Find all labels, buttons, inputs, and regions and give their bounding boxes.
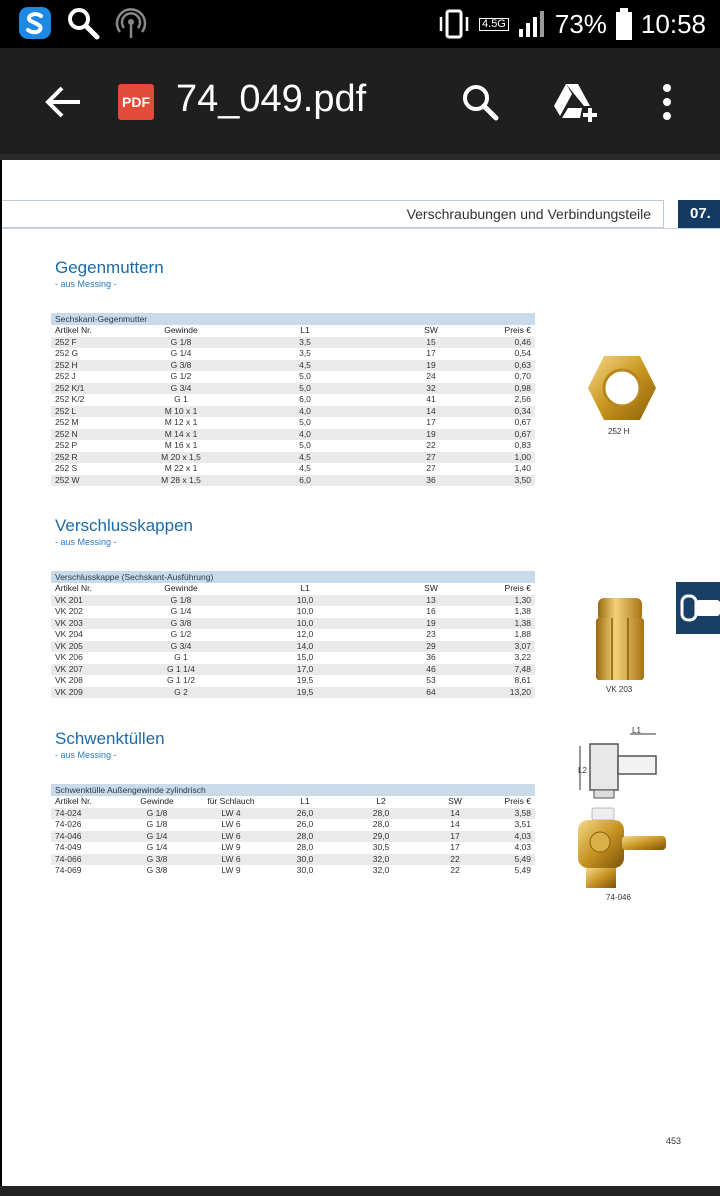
table-cell: 252 S [55,463,78,473]
table-cell: G 1/4 [170,606,192,616]
table-cell: SW [424,583,438,593]
table-cell: 74-026 [55,819,82,829]
table-cell: 46 [426,663,436,674]
table-row [51,606,535,618]
table-cell: 5,0 [299,382,311,393]
dimension-l1-label: L1 [632,726,641,735]
table-cell: Gewinde [140,796,174,806]
table-row [51,475,535,487]
table-row [51,842,535,854]
table-cell: 0,70 [514,371,531,381]
status-bar [0,0,720,48]
table-cell: 17 [426,417,436,427]
table-caption: Verschlusskappe (Sechskant-Ausführung) [51,571,535,583]
table-cell: G 3/8 [170,359,192,370]
table-cell: 2,56 [514,394,531,404]
table-cell: VK 201 [55,594,83,605]
table-cell: G 1/4 [170,348,192,358]
table-cell: 74-066 [55,853,82,864]
table-cell: 36 [426,652,436,662]
table-row [51,440,535,452]
table-cell: Artikel Nr. [55,583,92,593]
table-cell: 252 M [55,417,79,427]
table-cell: für Schlauch [207,796,255,806]
add-to-drive-icon[interactable] [552,82,598,122]
table-cell: 74-069 [55,865,82,875]
table-cell: 5,0 [299,440,311,450]
table-cell: G 1 1/4 [167,663,195,674]
table-cell: G 1/8 [146,807,168,818]
table-cell: 252 R [55,451,78,462]
table-cell: 12,0 [296,629,314,639]
table-cell: 10,0 [296,594,314,605]
table-cell: 252 L [55,405,77,416]
table-cell: 17 [450,830,460,841]
section-subtitle: - aus Messing - [55,279,117,289]
table-cell: M 10 x 1 [164,405,198,416]
table-cell: 5,0 [299,371,311,381]
table-cell: 10,0 [296,617,314,628]
table-cell: 0,98 [514,382,531,393]
table-cell: G 2 [174,686,188,697]
table-cell: 15 [426,336,436,347]
table-cell: 28,0 [372,807,390,818]
table-row [51,618,535,630]
table-cell: 10,0 [296,606,314,616]
table-cell: 19 [426,617,436,628]
table-cell: G 1/4 [146,830,168,841]
table-header-row [51,796,535,808]
table-cell: 252 N [55,428,78,439]
table-cell: 252 J [55,371,76,381]
product-label: 252 H [608,427,630,436]
table-cell: 3,5 [299,348,311,358]
table-cell: 0,34 [514,405,531,416]
table-cell: 23 [426,629,436,639]
table-cell: Artikel Nr. [55,325,92,335]
table-cell: 13 [426,594,436,605]
product-label: VK 203 [606,685,633,694]
table-cell: 32,0 [372,853,390,864]
table-cell: 5,0 [299,417,311,427]
table-cell: 19,5 [296,686,314,697]
table-cell: 0,46 [514,336,531,347]
table-row [51,394,535,406]
table-cell: 0,67 [514,428,531,439]
table-cell: 0,83 [514,440,531,450]
table-cell: G 3/4 [170,382,192,393]
table-cell: G 3/4 [170,640,192,651]
table-cell: 14 [450,819,460,829]
pdf-page[interactable] [2,160,720,1186]
table-cell: M 14 x 1 [164,428,198,439]
table-row [51,831,535,843]
table-cell: VK 203 [55,617,83,628]
table-cell: 22 [426,440,436,450]
table-header-row [51,583,535,595]
table-cell: 3,58 [514,807,531,818]
table-row [51,865,535,877]
table-cell: 252 F [55,336,77,347]
table-cell: 22 [450,865,460,875]
table-cell: 30,5 [372,842,390,852]
table-cell: LW 4 [221,807,241,818]
table-cell: 4,03 [514,830,531,841]
table-cell: 27 [426,451,436,462]
table-cell: 1,40 [514,463,531,473]
table-row [51,641,535,653]
table-cell: 4,5 [299,451,311,462]
table-row [51,687,535,699]
section-title-schwenktuellen: Schwenktüllen [55,729,165,748]
section-title-gegenmuttern: Gegenmuttern [55,258,164,277]
table-cell: 252 K/1 [55,382,85,393]
table-row [51,406,535,418]
table-cell: 17 [426,348,436,358]
table-cell: 13,20 [509,686,531,697]
table-cell: 3,07 [514,640,531,651]
table-cell: 19,5 [296,675,314,685]
table-cell: L1 [300,583,310,593]
table-cell: LW 9 [221,842,241,852]
dimension-drawing [572,726,664,802]
table-cell: 74-046 [55,830,82,841]
table-cell: 8,61 [514,675,531,685]
signal-icon [517,9,547,39]
table-cell: 16 [426,606,436,616]
table-cell: 14 [450,807,460,818]
table-cell: L1 [300,325,310,335]
table-cell: 27 [426,463,436,473]
table-cell: LW 6 [221,830,241,841]
table-cell: G 1/8 [170,594,192,605]
table-cell: 74-024 [55,807,82,818]
table-cell: G 1/4 [146,842,168,852]
vibrate-icon [437,9,471,39]
table-row [51,337,535,349]
table-cell: M 28 x 1,5 [161,474,201,485]
table-row [51,452,535,464]
table-header-row [51,325,535,337]
table-cell: 14,0 [296,640,314,651]
table-cell: 30,0 [296,865,314,875]
table-cell: 1,38 [514,606,531,616]
cap-nut-image [594,596,646,686]
table-gegenmuttern [51,313,535,486]
table-cell: 19 [426,428,436,439]
page-header [2,200,664,228]
table-cell: 53 [426,675,436,685]
search-icon[interactable] [460,82,500,122]
table-cell: Gewinde [164,325,198,335]
table-cell: G 1/2 [170,371,192,381]
table-cell: VK 208 [55,675,83,685]
hex-nut-image [586,352,658,424]
app-s-icon [18,6,52,40]
table-row [51,595,535,607]
table-cell: 28,0 [296,842,314,852]
table-cell: G 1 [174,394,188,404]
table-cell: 0,67 [514,417,531,427]
table-cell: VK 204 [55,629,83,639]
document-title: 74_049.pdf [176,78,367,120]
table-row [51,348,535,360]
table-cell: VK 207 [55,663,83,674]
table-cell: Gewinde [164,583,198,593]
table-row [51,383,535,395]
section-subtitle: - aus Messing - [55,537,117,547]
table-cell: 24 [426,371,436,381]
table-cell: 28,0 [372,819,390,829]
section-subtitle: - aus Messing - [55,750,117,760]
table-cell: 252 H [55,359,78,370]
table-cell: Preis € [504,583,531,593]
search-icon [66,6,100,40]
table-cell: 29 [426,640,436,651]
table-cell: SW [424,325,438,335]
wifi-hotspot-icon [114,6,148,40]
table-cell: 3,22 [514,652,531,662]
table-cell: 252 K/2 [55,394,85,404]
table-verschlusskappen [51,571,535,698]
table-cell: 15,0 [296,652,314,662]
table-row [51,429,535,441]
swivel-fitting-image [572,806,672,892]
table-cell: 36 [426,474,436,485]
table-cell: 4,5 [299,359,311,370]
battery-icon [615,8,633,40]
table-cell: L1 [300,796,310,806]
table-cell: 3,50 [514,474,531,485]
table-cell: G 3/8 [146,853,168,864]
table-row [51,664,535,676]
table-cell: 29,0 [372,830,390,841]
table-cell: 74-049 [55,842,82,852]
table-cell: VK 206 [55,652,83,662]
table-cell: Preis € [504,796,531,806]
table-cell: 1,00 [514,451,531,462]
table-cell: 26,0 [296,807,314,818]
table-cell: 4,5 [299,463,311,473]
table-caption: Sechskant-Gegenmutter [51,313,535,325]
table-cell: 1,30 [514,594,531,605]
table-row [51,675,535,687]
table-row [51,819,535,831]
table-cell: 7,48 [514,663,531,674]
table-cell: 32,0 [372,865,390,875]
table-row [51,652,535,664]
table-caption: Schwenktülle Außengewinde zylindrisch [51,784,535,796]
table-cell: M 20 x 1,5 [161,451,201,462]
table-row [51,808,535,820]
table-cell: 32 [426,382,436,393]
table-cell: G 1/2 [170,629,192,639]
table-cell: 4,0 [299,428,311,439]
table-row [51,463,535,475]
product-label: 74-046 [606,893,631,902]
table-cell: Artikel Nr. [55,796,92,806]
table-cell: L2 [376,796,386,806]
chapter-number: 07. [678,200,720,228]
table-cell: 4,0 [299,405,311,416]
table-cell: 3,5 [299,336,311,347]
back-arrow-icon[interactable] [44,82,84,122]
table-cell: 28,0 [296,830,314,841]
table-cell: 30,0 [296,853,314,864]
dimension-l2-label: L2 [578,766,587,775]
table-cell: SW [448,796,462,806]
table-cell: LW 9 [221,865,241,875]
table-cell: VK 202 [55,606,83,616]
section-title-verschlusskappen: Verschlusskappen [55,516,193,535]
side-panel-button[interactable] [676,582,720,634]
table-cell: G 3/8 [170,617,192,628]
table-schwenktuellen [51,784,535,877]
table-cell: VK 205 [55,640,83,651]
more-options-icon[interactable] [650,82,684,122]
table-row [51,629,535,641]
table-row [51,854,535,866]
battery-percent: 73% [554,8,607,39]
table-cell: 6,0 [299,394,311,404]
table-cell: 1,88 [514,629,531,639]
bottom-bar [0,1186,720,1196]
table-cell: M 12 x 1 [164,417,198,427]
table-cell: 14 [426,405,436,416]
table-cell: G 1/8 [146,819,168,829]
table-cell: VK 209 [55,686,83,697]
table-row [51,371,535,383]
table-cell: Preis € [504,325,531,335]
table-cell: LW 6 [221,819,241,829]
table-cell: 0,54 [514,348,531,358]
table-cell: 1,38 [514,617,531,628]
table-cell: 6,0 [299,474,311,485]
table-cell: G 1/8 [170,336,192,347]
app-bar [0,48,720,154]
table-cell: 252 G [55,348,79,358]
header-rule [2,228,720,229]
table-cell: 17,0 [296,663,314,674]
table-row [51,360,535,372]
table-cell: 19 [426,359,436,370]
table-cell: 64 [426,686,436,697]
table-cell: 5,49 [514,865,531,875]
network-type: 4.5G [479,18,509,31]
table-cell: 5,49 [514,853,531,864]
table-cell: G 1 [174,652,188,662]
pdf-file-icon: PDF [118,84,154,120]
table-cell: M 22 x 1 [164,463,198,473]
table-cell: 17 [450,842,460,852]
table-cell: G 3/8 [146,865,168,875]
table-cell: LW 6 [221,853,241,864]
table-cell: 22 [450,853,460,864]
fitting-thumbnail-icon [676,582,720,634]
table-cell: 4,03 [514,842,531,852]
table-cell: 252 W [55,474,80,485]
table-cell: 26,0 [296,819,314,829]
table-cell: 0,63 [514,359,531,370]
page-number: 453 [666,1136,682,1146]
table-cell: 41 [426,394,436,404]
page-header-text: Verschraubungen und Verbindungsteile [406,206,651,222]
table-row [51,417,535,429]
table-cell: 3,51 [514,819,531,829]
table-cell: 252 P [55,440,78,450]
table-cell: M 16 x 1 [164,440,198,450]
table-cell: G 1 1/2 [167,675,195,685]
clock: 10:58 [640,8,706,39]
